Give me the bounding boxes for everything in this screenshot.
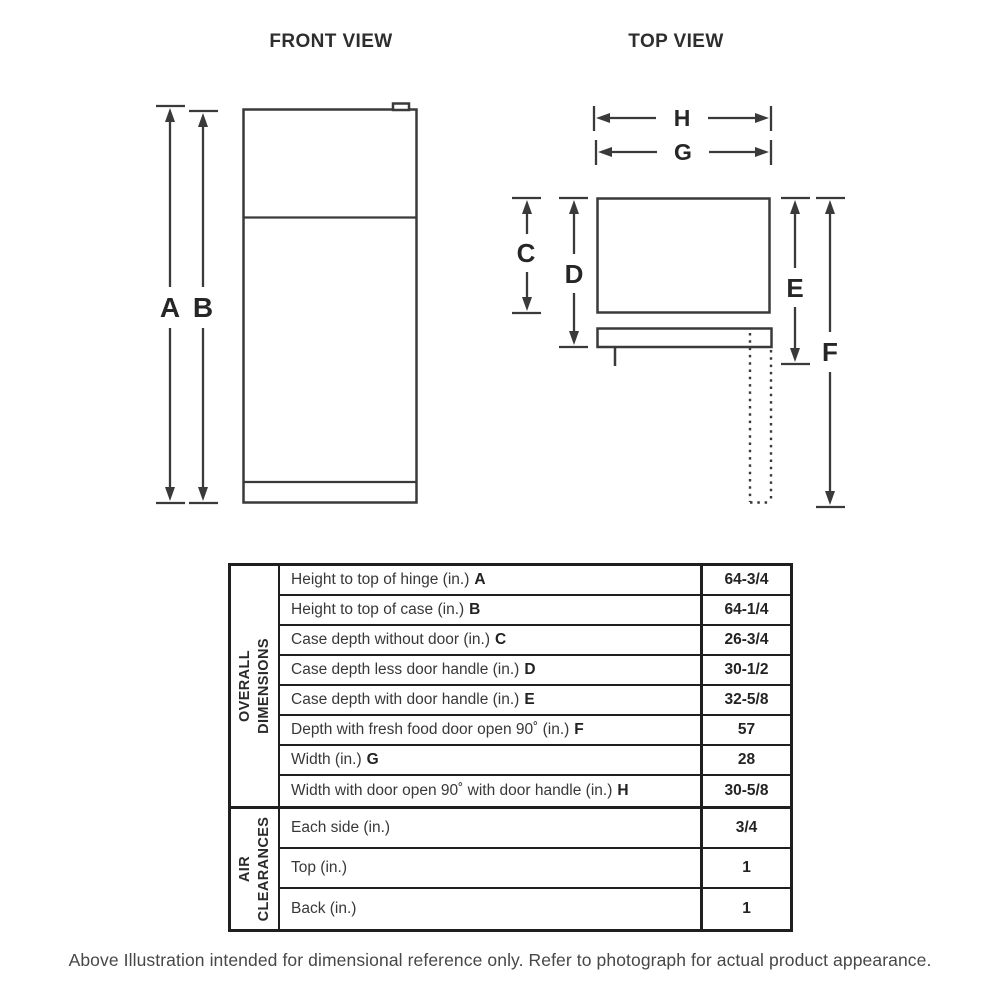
row-value: 1 xyxy=(700,849,790,887)
dim-d-label: D xyxy=(564,259,584,289)
row-value: 64-3/4 xyxy=(700,566,790,594)
dim-e-up-arrowhead xyxy=(790,200,800,214)
table-row xyxy=(280,776,790,806)
table-row xyxy=(280,656,790,686)
dim-f-down-arrowhead xyxy=(825,491,835,505)
dimension-b xyxy=(189,111,218,503)
header-line-2: DIMENSIONS xyxy=(255,638,272,734)
dimensions-table xyxy=(228,563,793,932)
row-label-text: Each side (in.) xyxy=(291,819,391,836)
row-label xyxy=(280,889,700,929)
dim-c-down-arrowhead xyxy=(522,297,532,311)
dim-g-right-arrowhead xyxy=(755,147,769,157)
row-value: 28 xyxy=(700,746,790,774)
header-line-2: CLEARANCES xyxy=(255,816,272,922)
dimension-g xyxy=(596,139,771,165)
door-outline-top xyxy=(598,329,772,348)
row-letter: B xyxy=(469,601,481,618)
top-view-title: TOP VIEW xyxy=(628,31,724,52)
table-row xyxy=(280,716,790,746)
row-label xyxy=(280,809,700,847)
table-row xyxy=(280,626,790,656)
header-line-1: AIR xyxy=(236,855,253,883)
row-value: 26-3/4 xyxy=(700,626,790,654)
row-letter: G xyxy=(366,751,379,768)
row-letter: H xyxy=(617,782,629,799)
overall-dimensions-header-text xyxy=(236,638,274,734)
dim-d-down-arrowhead xyxy=(569,331,579,345)
case-outline-top xyxy=(598,199,770,313)
row-letter: E xyxy=(524,691,535,708)
dim-e-label: E xyxy=(786,273,804,303)
row-letter: A xyxy=(474,571,486,588)
row-label xyxy=(280,596,700,624)
row-label xyxy=(280,656,700,684)
row-value: 30-5/8 xyxy=(700,776,790,806)
table-row xyxy=(280,746,790,776)
dim-a-label: A xyxy=(159,292,181,323)
row-letter: F xyxy=(574,721,584,738)
overall-dimensions-rows xyxy=(280,566,790,806)
dim-a-down-arrowhead xyxy=(165,487,175,501)
row-label-text: Height to top of hinge (in.) xyxy=(291,571,470,588)
overall-dimensions-section xyxy=(231,566,790,809)
dim-h-label: H xyxy=(673,105,691,131)
table-row xyxy=(280,809,790,849)
dim-g-left-arrowhead xyxy=(598,147,612,157)
row-label-text: Case depth with door handle (in.) xyxy=(291,691,520,708)
air-clearances-header-cell xyxy=(231,809,280,929)
dim-h-left-arrowhead xyxy=(596,113,610,123)
overall-dimensions-header-cell xyxy=(231,566,280,806)
row-letter: D xyxy=(524,661,536,678)
table-row xyxy=(280,596,790,626)
row-value: 1 xyxy=(700,889,790,929)
dimension-d xyxy=(559,198,588,347)
row-label-text: Width (in.) xyxy=(291,751,362,768)
hinge-cap xyxy=(393,104,409,111)
table-row xyxy=(280,889,790,929)
dimension-a xyxy=(156,106,185,503)
row-label xyxy=(280,686,700,714)
table-row xyxy=(280,849,790,889)
dim-a-up-arrowhead xyxy=(165,108,175,122)
row-label xyxy=(280,849,700,887)
air-clearances-section xyxy=(231,809,790,929)
dim-c-label: C xyxy=(516,238,536,268)
row-value: 57 xyxy=(700,716,790,744)
dim-f-label: F xyxy=(822,337,838,367)
row-label xyxy=(280,776,700,806)
row-label-text: Depth with fresh food door open 90˚ (in.) xyxy=(291,721,570,738)
air-clearances-rows xyxy=(280,809,790,929)
row-value: 3/4 xyxy=(700,809,790,847)
dim-b-down-arrowhead xyxy=(198,487,208,501)
dim-g-label: G xyxy=(674,139,692,165)
dimension-c xyxy=(512,198,541,313)
row-label xyxy=(280,566,700,594)
dim-e-down-arrowhead xyxy=(790,348,800,362)
front-view-drawing xyxy=(244,104,417,503)
row-label-text: Case depth without door (in.) xyxy=(291,631,491,648)
disclaimer-note: Above Illustration intended for dimensional reference only. Refer to photograph for actual product appearance. xyxy=(68,950,932,970)
row-label-text: Width with door open 90˚ with door handle (in.) xyxy=(291,782,613,799)
refrigerator-outline xyxy=(244,110,417,503)
row-value: 64-1/4 xyxy=(700,596,790,624)
dim-f-up-arrowhead xyxy=(825,200,835,214)
dim-d-up-arrowhead xyxy=(569,200,579,214)
dim-c-up-arrowhead xyxy=(522,200,532,214)
row-value: 32-5/8 xyxy=(700,686,790,714)
dimension-h xyxy=(594,105,771,131)
dim-h-right-arrowhead xyxy=(755,113,769,123)
row-label xyxy=(280,746,700,774)
table-row xyxy=(280,686,790,716)
header-line-1: OVERALL xyxy=(236,649,253,723)
row-label-text: Back (in.) xyxy=(291,900,357,917)
row-label-text: Height to top of case (in.) xyxy=(291,601,465,618)
dim-b-up-arrowhead xyxy=(198,113,208,127)
row-label-text: Top (in.) xyxy=(291,859,347,876)
dimension-e xyxy=(781,198,810,364)
top-view-drawing xyxy=(598,199,772,503)
table-row xyxy=(280,566,790,596)
row-label xyxy=(280,626,700,654)
dimension-f xyxy=(816,198,845,507)
row-label-text: Case depth less door handle (in.) xyxy=(291,661,520,678)
row-label xyxy=(280,716,700,744)
row-letter: C xyxy=(495,631,507,648)
front-view-title: FRONT VIEW xyxy=(269,31,393,52)
row-value: 30-1/2 xyxy=(700,656,790,684)
dim-b-label: B xyxy=(192,292,214,323)
air-clearances-header-text xyxy=(236,817,274,922)
